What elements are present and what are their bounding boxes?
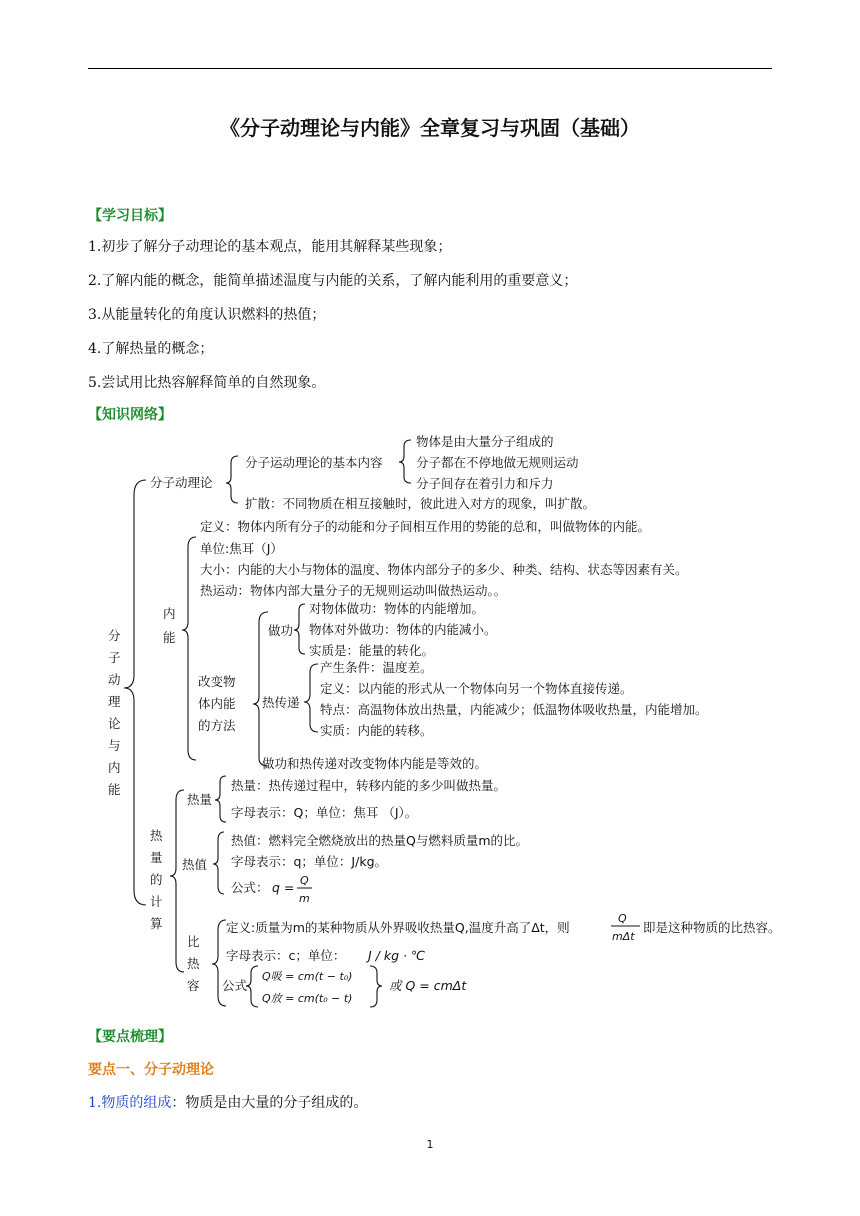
calorific-item: 公式： <box>231 880 269 895</box>
equivalence-text: 做功和热传递对改变物体内能是等效的。 <box>262 756 488 771</box>
keypoint-item-text: ：物质是由大量的分子组成的。 <box>171 1095 368 1111</box>
calculation-brace <box>170 790 184 972</box>
network-heading: 【知识网络】 <box>88 407 172 423</box>
goal-item: 3.从能量转化的角度认识燃料的热值； <box>88 307 326 323</box>
basic-item: 分子间存在着引力和斥力 <box>416 476 554 491</box>
heat-transfer-label: 热传递 <box>262 695 300 710</box>
root-char: 论 <box>108 716 121 731</box>
heat-transfer-item: 产生条件：温度差。 <box>320 660 433 675</box>
specific-heat-label: 热 <box>187 956 200 971</box>
calorific-formula: q = <box>272 880 295 895</box>
heat-transfer-item: 特点：高温物体放出热量，内能减少；低温物体吸收热量，内能增加。 <box>320 702 708 717</box>
calculation-label: 算 <box>150 916 163 931</box>
specific-heat-label: 容 <box>187 978 200 993</box>
goal-item: 1.初步了解分子动理论的基本观点，能用其解释某些现象； <box>88 239 452 255</box>
keypoint-item <box>88 1092 367 1112</box>
formula-brace-right <box>370 966 382 1007</box>
heat-label: 热量 <box>187 792 213 807</box>
heat-item: 字母表示：Q；单位：焦耳 （J）。 <box>231 805 418 820</box>
heat-transfer-brace <box>304 664 318 732</box>
heat-transfer-item: 实质：内能的转移。 <box>320 723 433 738</box>
specific-heat-fraction-numerator: Q <box>618 912 627 925</box>
specific-heat-formula: Q放 = cm(t₀ − t) <box>262 992 353 1005</box>
internal-size: 大小：内能的大小与物体的温度、物体内部分子的多少、种类、结构、状态等因素有关。 <box>200 562 688 577</box>
specific-heat-definition-tail: 即是这种物质的比热容。 <box>643 920 781 935</box>
root-brace <box>124 480 146 905</box>
page-title: 《分子动理论与内能》全章复习与巩固（基础） <box>220 116 640 140</box>
calculation-label: 量 <box>150 850 163 865</box>
root-char: 能 <box>108 782 121 797</box>
internal-unit: 单位:焦耳（J） <box>200 541 283 556</box>
specific-heat-formula-alt: 或 Q = cmΔt <box>389 978 467 993</box>
goal-item: 2.了解内能的概念，能简单描述温度与内能的关系，了解内能利用的重要意义； <box>88 273 578 289</box>
specific-heat-definition: 定义:质量为m的某种物质从外界吸收热量Q,温度升高了Δt，则 <box>226 920 570 935</box>
heat-transfer-item: 定义：以内能的形式从一个物体向另一个物体直接传递。 <box>320 681 633 696</box>
keypoint-heading: 要点一、分子动理论 <box>88 1062 214 1078</box>
root-char: 分 <box>108 628 121 643</box>
work-brace <box>294 604 305 654</box>
goal-item: 5.尝试用比热容解释简单的自然现象。 <box>88 375 326 391</box>
root-char: 子 <box>108 650 121 665</box>
calorific-item: 字母表示：q；单位：J/kg。 <box>231 854 388 869</box>
root-char: 与 <box>108 738 121 753</box>
basic-content-label: 分子运动理论的基本内容 <box>245 455 383 470</box>
root-label <box>108 628 121 797</box>
internal-brace <box>182 537 196 760</box>
work-item: 对物体做功：物体的内能增加。 <box>309 601 485 616</box>
specific-heat-fraction-denominator: mΔt <box>612 930 635 943</box>
specific-heat-brace <box>212 920 226 1006</box>
formula-brace-left <box>246 966 258 1007</box>
keypoints-heading: 【要点梳理】 <box>88 1029 172 1045</box>
diffusion-text: 扩散：不同物质在相互接触时，彼此进入对方的现象，叫扩散。 <box>245 496 596 511</box>
internal-label: 能 <box>163 630 176 645</box>
goal-item: 4.了解热量的概念； <box>88 341 214 357</box>
specific-heat-formula-label: 公式 <box>222 978 248 993</box>
work-item: 实质是：能量的转化。 <box>309 643 435 658</box>
basic-brace <box>399 440 411 483</box>
heat-item: 热量：热传递过程中，转移内能的多少叫做热量。 <box>231 778 507 793</box>
calorific-formula-denominator: m <box>299 892 310 905</box>
calorific-brace <box>213 832 224 894</box>
goals-heading: 【学习目标】 <box>88 208 172 224</box>
internal-definition: 定义：物体内所有分子的动能和分子间相互作用的势能的总和，叫做物体的内能。 <box>200 519 651 534</box>
heat-brace <box>215 776 226 822</box>
work-item: 物体对外做功：物体的内能减小。 <box>309 622 497 637</box>
change-method-label: 的方法 <box>198 718 236 733</box>
page-number: 1 <box>426 1138 434 1151</box>
work-label: 做功 <box>268 623 294 638</box>
calculation-label: 的 <box>150 872 163 887</box>
change-brace <box>253 612 268 766</box>
basic-item: 分子都在不停地做无规则运动 <box>416 455 579 470</box>
specific-heat-symbol: 字母表示：c；单位： <box>226 948 346 963</box>
basic-item: 物体是由大量分子组成的 <box>416 434 554 449</box>
calculation-label: 热 <box>150 828 163 843</box>
calorific-label: 热值 <box>182 857 208 872</box>
molecular-brace <box>226 456 238 503</box>
thermal-motion: 热运动：物体内部大量分子的无规则运动叫做热运动。。 <box>200 583 507 598</box>
specific-heat-unit: J / kg · ℃ <box>368 948 425 963</box>
internal-label: 内 <box>163 606 176 621</box>
specific-heat-label: 比 <box>187 934 200 949</box>
calorific-item: 热值：燃料完全燃烧放出的热量Q与燃料质量m的比。 <box>231 833 529 848</box>
keypoint-item-label: 1.物质的组成 <box>88 1095 172 1111</box>
specific-heat-formula: Q吸 = cm(t − t₀) <box>262 970 353 983</box>
root-char: 动 <box>108 672 121 687</box>
change-method-label: 体内能 <box>198 696 236 711</box>
calculation-label: 计 <box>150 894 163 909</box>
change-method-label: 改变物 <box>198 674 236 689</box>
root-char: 内 <box>108 760 121 775</box>
molecular-label: 分子动理论 <box>150 475 213 490</box>
root-char: 理 <box>108 694 121 709</box>
calorific-formula-numerator: Q <box>300 874 309 887</box>
